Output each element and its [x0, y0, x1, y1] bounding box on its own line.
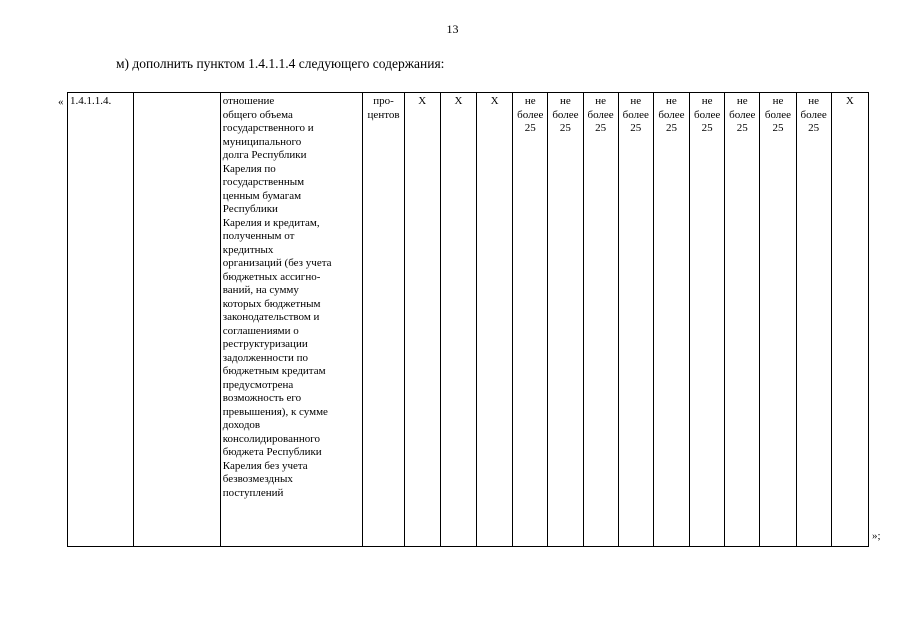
- value-cell-5: не более 25: [653, 93, 689, 547]
- value-cell-3: не более 25: [583, 93, 618, 547]
- x-cell-1: Х: [404, 93, 440, 547]
- value-cell-2: не более 25: [548, 93, 583, 547]
- value-cell-9: не более 25: [796, 93, 831, 547]
- x-cell-2: Х: [440, 93, 476, 547]
- closing-quote: »;: [872, 530, 881, 542]
- value-cell-7: не более 25: [725, 93, 760, 547]
- amendment-intro: м) дополнить пунктом 1.4.1.1.4 следующего содержания:: [116, 56, 445, 71]
- value-cell-8: не более 25: [760, 93, 796, 547]
- page-number: 13: [446, 22, 459, 36]
- table-row: [68, 93, 869, 547]
- opening-quote: «: [58, 96, 64, 108]
- item-number-cell: 1.4.1.1.4.: [68, 93, 134, 547]
- unit-cell: про- центов: [363, 93, 404, 547]
- indicator-name-cell: отношение общего объема государственного и муниципального долга Республики Карелия по государственным ценным бумагам Республики Карелия и кредитам, полученным от кредитных организаций (без учета бюджетных ассигно- ваний, на сумму которых бюджетным законодательством и соглашениями о реструктуризации задолженности по бюджетным кредитам предусмотрена возможность его превышения), к сумме доходов консолидированного бюджета Республики Карелия без учета безвозмездных поступлений: [220, 93, 363, 547]
- value-cell-4: не более 25: [618, 93, 653, 547]
- x-cell-last: Х: [831, 93, 868, 547]
- value-cell-6: не более 25: [690, 93, 725, 547]
- value-cell-1: не более 25: [513, 93, 548, 547]
- empty-cell: [134, 93, 220, 547]
- amendment-table: [67, 92, 869, 547]
- x-cell-3: Х: [477, 93, 513, 547]
